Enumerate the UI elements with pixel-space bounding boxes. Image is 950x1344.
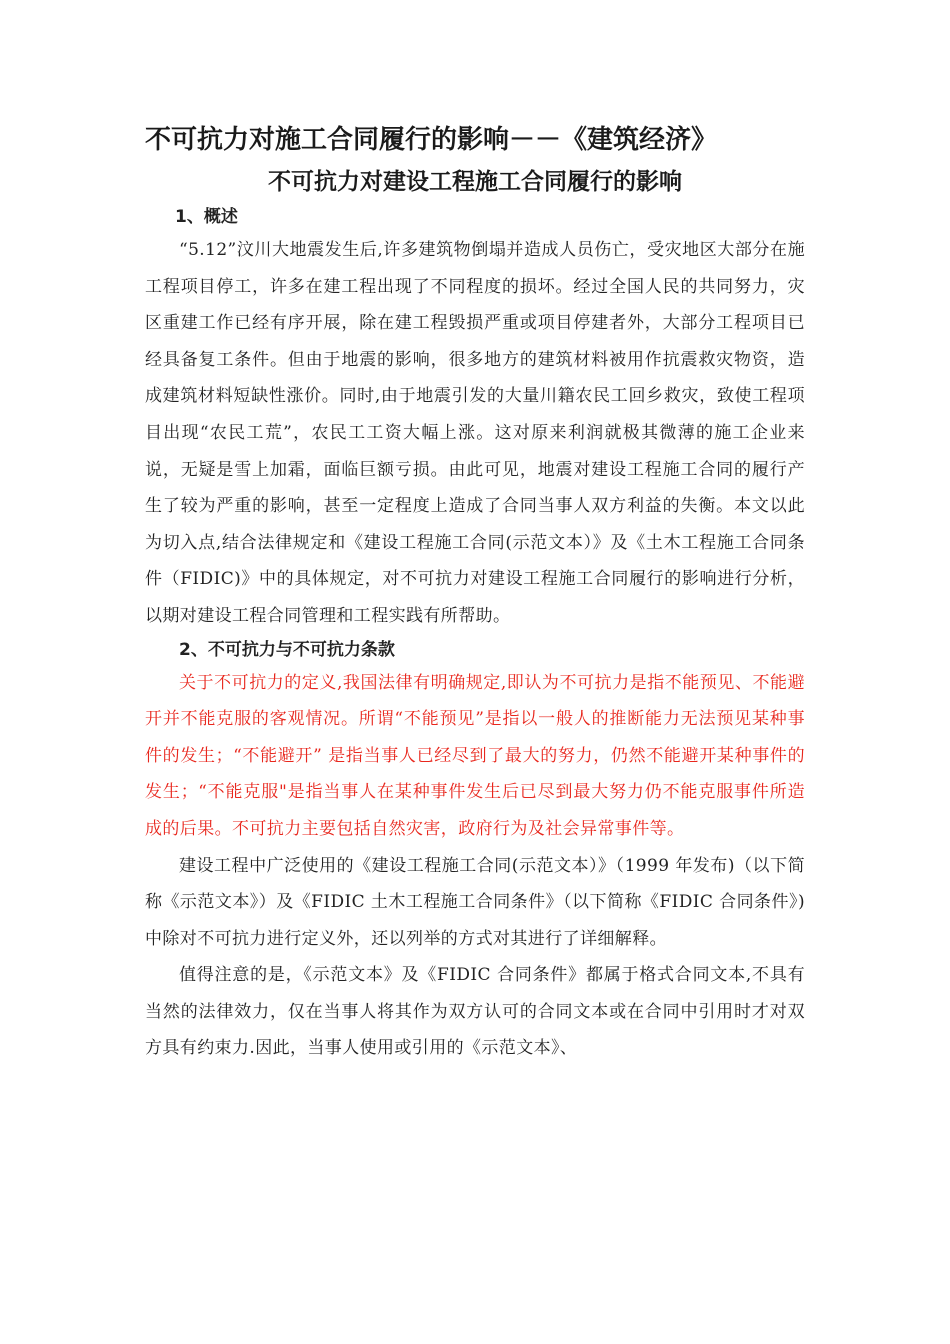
paragraph-contract-texts: 建设工程中广泛使用的《建设工程施工合同(示范文本）》（1999 年发布)（以下简称《示范文本》）及《FIDIC 土木工程施工合同条件》（以下简称《FIDIC 合同条件》)中除对不可抗力进行定义外，还以列举的方式对其进行了详细解释。 (145, 855, 805, 949)
section-heading-overview: 1、概述 (175, 207, 238, 227)
document-body (145, 118, 805, 1067)
paragraph-legal-effect: 值得注意的是，《示范文本》及《FIDIC 合同条件》都属于格式合同文本,不具有当然的法律效力，仅在当事人将其作为双方认可的合同文本或在合同中引用时才对双方具有约束力.因此，当事人使用或引用的《示范文本》、 (145, 965, 805, 1059)
paragraph-definition-highlighted: 关于不可抗力的定义,我国法律有明确规定,即认为不可抗力是指不能预见、不能避开并不能克服的客观情况。所谓“不能预见”是指以一般人的推断能力无法预见某种事件的发生；“不能避开” 是指当事人已经尽到了最大的努力，仍然不能避开某种事件的发生；“不能克服"是指当事人在某种事件发生后已尽到最大努力仍不能克服事件所造成的后果。不可抗力主要包括自然灾害，政府行为及社会异常事件等。 (145, 672, 805, 839)
document-title: 不可抗力对施工合同履行的影响－－《建筑经济》 (145, 125, 718, 155)
section-heading-force-majeure: 2、不可抗力与不可抗力条款 (179, 639, 395, 660)
document-subtitle: 不可抗力对建设工程施工合同履行的影响 (268, 169, 682, 195)
paragraph-overview: “5.12”汶川大地震发生后,许多建筑物倒塌并造成人员伤亡，受灾地区大部分在施工程项目停工，许多在建工程出现了不同程度的损坏。经过全国人民的共同努力，灾区重建工作已经有序开展，除在建工程毁损严重或项目停建者外，大部分工程项目已经具备复工条件。但由于地震的影响，很多地方的建筑材料被用作抗震救灾物资，造成建筑材料短缺性涨价。同时,由于地震引发的大量川籍农民工回乡救灾，致使工程项目出现“农民工荒”，农民工工资大幅上涨。这对原来利润就极其微薄的施工企业来说，无疑是雪上加霜，面临巨额亏损。由此可见，地震对建设工程施工合同的履行产生了较为严重的影响，甚至一定程度上造成了合同当事人双方利益的失衡。本文以此为切入点,结合法律规定和《建设工程施工合同(示范文本）》及《土木工程施工合同条件（FIDIC)》中的具体规定，对不可抗力对建设工程施工合同履行的影响进行分析，以期对建设工程合同管理和工程实践有所帮助。 (145, 240, 805, 626)
